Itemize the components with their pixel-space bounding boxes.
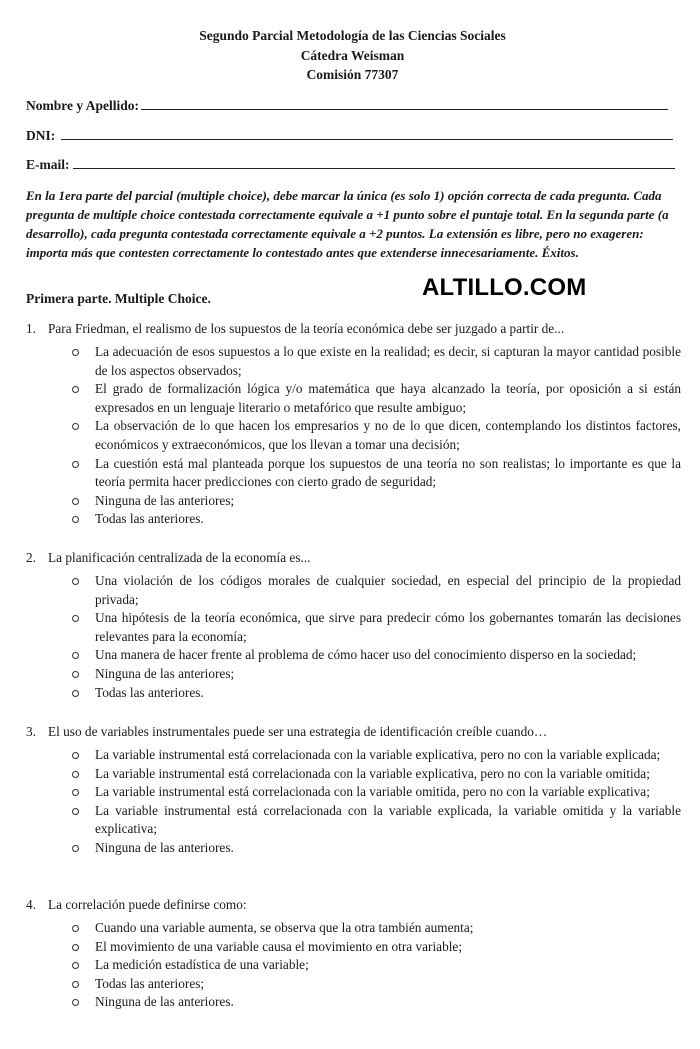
circle-bullet-icon [72,461,79,468]
option-text: Una violación de los códigos morales de cualquier sociedad, en especial del principio de la propiedad privada; [95,573,681,607]
option-item[interactable] [26,380,681,417]
name-field [26,97,668,114]
option-text: Todas las anteriores; [95,975,205,991]
option-text: Ninguna de las anteriores; [95,492,235,508]
option-text: La medición estadística de una variable; [95,957,309,973]
option-text: Ninguna de las anteriores. [95,839,234,855]
option-item[interactable] [26,802,681,839]
option-text: La variable instrumental está correlacionada con la variable omitida, pero no con la variable explicativa; [95,784,650,800]
question-1 [26,319,681,529]
circle-bullet-icon [72,498,79,505]
option-text: Ninguna de las anteriores; [95,665,235,681]
exam-header [0,26,700,85]
dni-blank-line[interactable] [61,127,673,140]
question-text: La correlación puede definirse como: [48,897,247,912]
option-text: La observación de lo que hacen los empresarios y no de lo que dicen, contemplando los distintos factores, económicos y extraeconómicos, que los llevan a tomar una decisión; [95,418,681,452]
commission-number: Comisión 77307 [306,67,399,82]
circle-bullet-icon [72,925,79,932]
option-item[interactable] [26,609,681,646]
options-list [26,919,681,1012]
circle-bullet-icon [72,845,79,852]
option-item[interactable] [26,455,681,492]
circle-bullet-icon [72,615,79,622]
name-label: Nombre y Apellido: [26,98,140,113]
circle-bullet-icon [72,944,79,951]
instructions-paragraph: En la 1era parte del parcial (multiple choice), debe marcar la única (es solo 1) opción correcta de cada pregunta. Cada pregunta de multiple choice contestada correctamente equivale a +1 punto sobre el puntaje total. En la segunda parte (a desarrollo), cada pregunta contestada correctamente equivale a +2 puntos. La extensión es libre, pero no exageren: importa más que contesten correctamente lo contestado antes que extenderse innecesariamente. Éxitos. [26,188,669,260]
option-item[interactable] [26,646,681,665]
option-item[interactable] [26,839,681,858]
option-text: La variable instrumental está correlacionada con la variable explicativa, pero no con la variable omitida; [95,765,650,781]
section-title: Primera parte. Multiple Choice. [26,291,211,306]
option-text: Todas las anteriores. [95,684,204,700]
question-4 [26,895,681,1012]
option-item[interactable] [26,572,681,609]
circle-bullet-icon [72,671,79,678]
option-text: Una hipótesis de la teoría económica, que sirve para predecir cómo los gobernantes tomarán las decisiones relevantes para la economía; [95,610,681,644]
circle-bullet-icon [72,999,79,1006]
option-text: Todas las anteriores. [95,511,204,527]
option-item[interactable] [26,765,681,784]
question-3 [26,722,681,858]
option-item[interactable] [26,510,681,529]
circle-bullet-icon [72,652,79,659]
question-number: 3. [26,724,36,739]
chair-name: Cátedra Weisman [300,47,405,63]
option-item[interactable] [26,746,681,765]
option-item[interactable] [26,993,681,1012]
dni-label: DNI: [26,128,56,143]
option-item[interactable] [26,343,681,380]
option-item[interactable] [26,956,681,975]
circle-bullet-icon [72,752,79,759]
option-item[interactable] [26,665,681,684]
option-text: Cuando una variable aumenta, se observa que la otra también aumenta; [95,920,474,935]
option-item[interactable] [26,975,681,994]
circle-bullet-icon [72,578,79,585]
option-text: La adecuación de esos supuestos a lo que existe en la realidad; es decir, si capturan la mayor cantidad posible de los aspectos observados; [95,344,681,378]
question-number: 1. [26,321,36,336]
option-text: Ninguna de las anteriores. [95,994,234,1010]
option-item[interactable] [26,492,681,511]
question-text: Para Friedman, el realismo de los supuestos de la teoría económica debe ser juzgado a partir de... [48,321,565,336]
option-item[interactable] [26,684,681,703]
dni-field [26,127,673,144]
option-text: La cuestión está mal planteada porque los supuestos de una teoría no son realistas; lo importante es que la teoría permita hacer predicciones con cierto grado de seguridad; [95,455,681,490]
circle-bullet-icon [72,516,79,523]
options-list [26,343,681,529]
circle-bullet-icon [72,349,79,356]
question-text: El uso de variables instrumentales puede ser una estrategia de identificación creíble cuando… [48,724,548,739]
option-item[interactable] [26,938,681,957]
question-number: 2. [26,550,36,565]
email-label: E-mail: [26,157,70,172]
circle-bullet-icon [72,808,79,815]
option-text: La variable instrumental está correlacionada con la variable explicada, la variable omitida y la variable explicativa; [95,802,681,837]
question-2 [26,548,681,702]
option-text: La variable instrumental está correlacionada con la variable explicativa, pero no con la variable explicada; [95,747,661,762]
watermark: ALTILLO.COM [422,274,587,301]
exam-title: Segundo Parcial Metodología de las Ciencias Sociales [199,28,506,43]
circle-bullet-icon [72,690,79,697]
option-item[interactable] [26,417,681,454]
options-list [26,572,681,702]
option-item[interactable] [26,919,681,938]
email-field [26,156,675,173]
circle-bullet-icon [72,423,79,430]
circle-bullet-icon [72,789,79,796]
circle-bullet-icon [72,981,79,988]
options-list [26,746,681,858]
circle-bullet-icon [72,771,79,778]
option-text: Una manera de hacer frente al problema de cómo hacer uso del conocimiento disperso en la sociedad; [95,647,637,663]
option-item[interactable] [26,783,681,802]
question-text: La planificación centralizada de la economía es... [48,550,311,565]
option-text: El movimiento de una variable causa el movimiento en otra variable; [95,938,463,954]
circle-bullet-icon [72,386,79,393]
email-blank-line[interactable] [73,156,675,169]
circle-bullet-icon [72,962,79,969]
name-blank-line[interactable] [141,97,668,110]
question-number: 4. [26,897,36,912]
option-text: El grado de formalización lógica y/o matemática que haya alcanzado la teoría, por oposición a si están expresados en un lenguaje literario o metafórico que resulte ambiguo; [95,381,681,415]
